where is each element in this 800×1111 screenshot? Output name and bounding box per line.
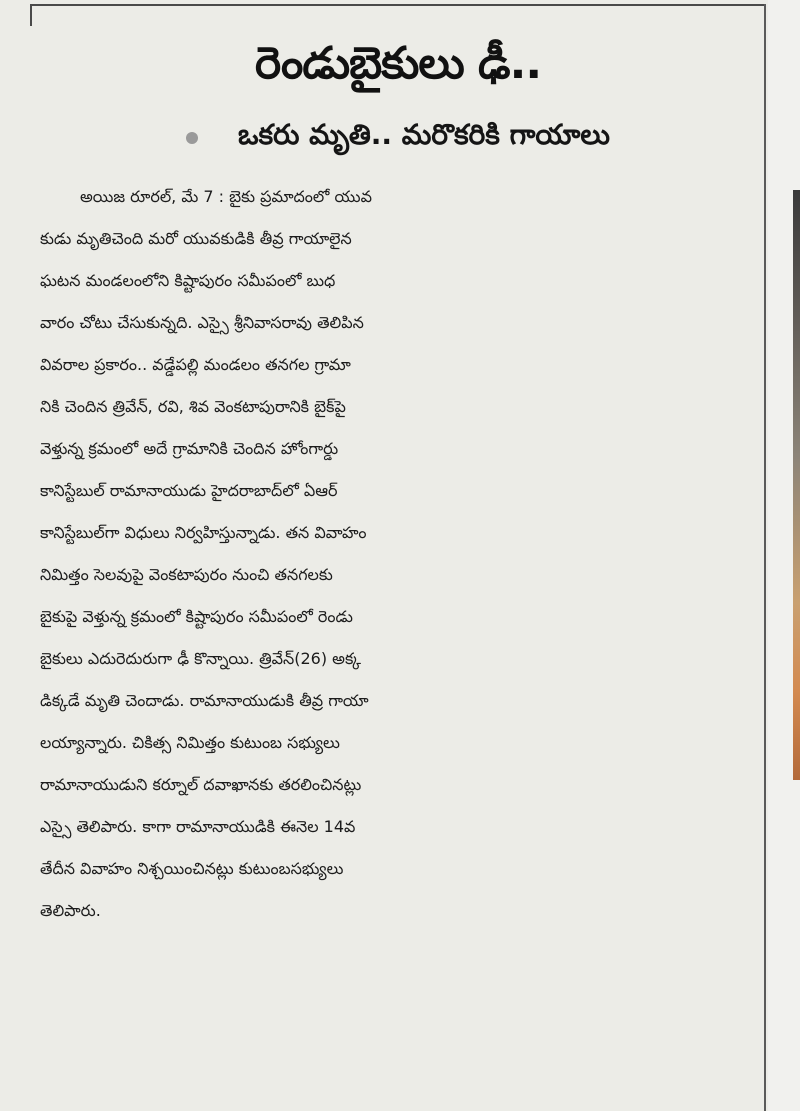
body-line: బైకుపై వెళ్తున్న క్రమంలో కిష్టాపురం సమీపంలో రెండు [40, 607, 353, 626]
body-line: నిమిత్తం సెలవుపై వెంకటాపురం నుంచి తనగలకు [40, 565, 333, 584]
body-line: డిక్కడే మృతి చెందాడు. రామానాయుడుకి తీవ్ర గాయా [40, 691, 369, 710]
body-line: తెలిపారు. [40, 901, 101, 920]
column-divider [764, 4, 766, 1111]
body-line: వెళ్తున్న క్రమంలో అదే గ్రామానికి చెందిన హోంగార్డు [40, 439, 339, 458]
body-line: కానిస్టేబుల్‌గా విధులు నిర్వహిస్తున్నాడు. తన వివాహం [40, 523, 367, 542]
body-line: బైకులు ఎదురెదురుగా ఢీ కొన్నాయి. త్రివేన్(26) అక్క [40, 649, 362, 668]
body-line: తేదీన వివాహం నిశ్చయించినట్లు కుటుంబసభ్యులు [40, 859, 344, 878]
body-line: అయిజ రూరల్, మే 7 : బైకు ప్రమాదంలో యువ [80, 187, 372, 206]
headline: రెండుబైకులు ఢీ.. [254, 38, 542, 89]
left-border-rule [30, 4, 32, 26]
body-line: లయ్యాన్నారు. చికిత్స నిమిత్తం కుటుంబ సభ్యులు [40, 733, 340, 752]
body-line: కుడు మృతిచెంది మరో యువకుడికి తీవ్ర గాయాలైన [40, 229, 352, 248]
bullet-icon [186, 132, 198, 144]
news-article [40, 20, 756, 1110]
body-line: నికి చెందిన త్రివేన్, రవి, శివ వెంకటాపురానికి బైక్‌పై [40, 397, 346, 416]
body-line: కానిస్టేబుల్ రామానాయుడు హైదరాబాద్‌లో ఏఆర్ [40, 481, 338, 500]
body-line: వారం చోటు చేసుకున్నది. ఎస్సై శ్రీనివాసరావు తెలిపిన [40, 313, 364, 332]
body-line: రామానాయుడుని కర్నూల్ దవాఖానకు తరలించినట్లు [40, 775, 362, 794]
adjacent-photo-edge [793, 190, 800, 780]
body-line: వివరాల ప్రకారం.. వడ్డేపల్లి మండలం తనగల గ్రామా [40, 355, 351, 374]
subheadline-row [40, 118, 756, 158]
subheadline: ఒకరు మృతి.. మరొకరికి గాయాలు [238, 118, 610, 151]
top-border-rule [30, 4, 764, 6]
article-body [40, 176, 756, 932]
body-line: ఘటన మండలంలోని కిష్టాపురం సమీపంలో బుధ [40, 271, 336, 290]
body-line: ఎస్సై తెలిపారు. కాగా రామానాయుడికి ఈనెల 14వ [40, 817, 356, 836]
